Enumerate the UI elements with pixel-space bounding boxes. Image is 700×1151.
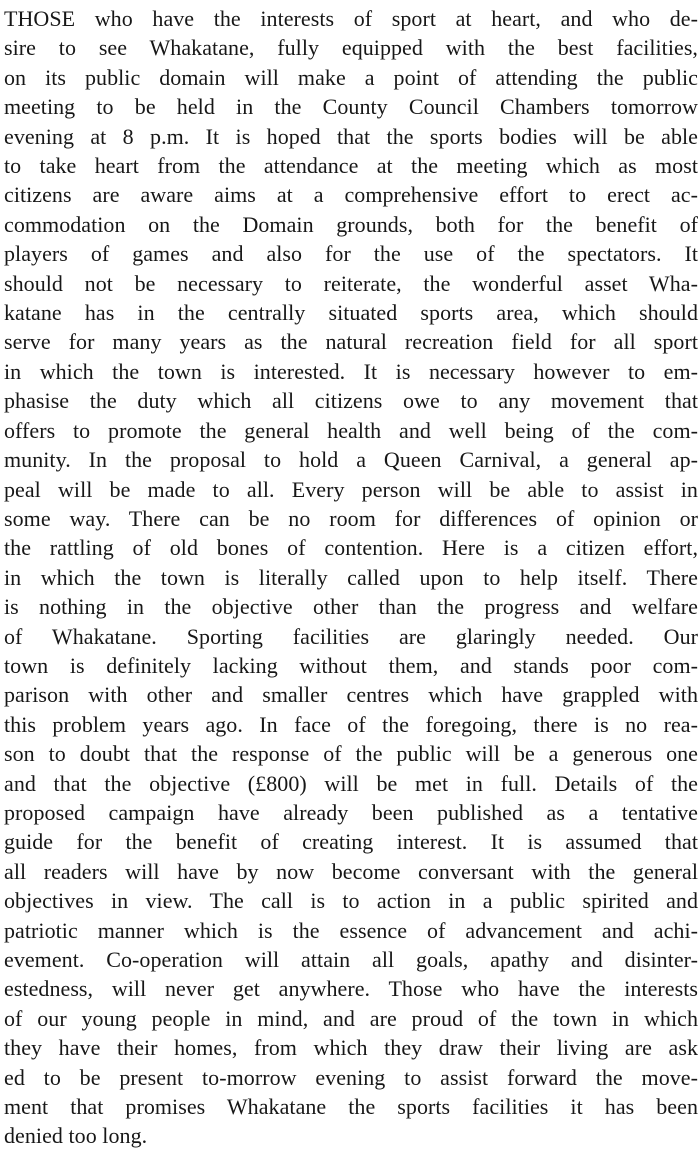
text-line: ment that promises Whakatane the sports facilities it has been xyxy=(4,1094,698,1120)
text-line: patriotic manner which is the essence of advancement and achi- xyxy=(4,917,698,943)
text-line: commodation on the Domain grounds, both for the benefit of xyxy=(4,211,698,237)
text-line: evening at 8 p.m. It is hoped that the sports bodies will be able xyxy=(4,123,698,149)
text-line: should not be necessary to reiterate, the wonderful asset Wha- xyxy=(4,270,698,296)
text-line: town is definitely lacking without them, and stands poor com- xyxy=(4,652,698,678)
text-line: evement. Co-operation will attain all goals, apathy and disinter- xyxy=(4,947,698,972)
text-line: katane has in the centrally situated sports area, which should xyxy=(4,300,698,326)
text-line: of our young people in mind, and are proud of the town in which xyxy=(4,1005,698,1031)
text-line: peal will be made to all. Every person will be able to assist in xyxy=(4,476,698,502)
text-line: in which the town is literally called upon to help itself. There xyxy=(4,564,698,590)
text-line: serve for many years as the natural recreation field for all sport xyxy=(4,329,698,355)
text-line: sire to see Whakatane, fully equipped with the best facilities, xyxy=(4,35,698,61)
text-line: objectives in view. The call is to action in a public spirited and xyxy=(4,888,698,914)
text-line: of Whakatane. Sporting facilities are glaringly needed. Our xyxy=(4,623,698,649)
text-line: is nothing in the objective other than the progress and welfare xyxy=(4,594,698,620)
text-line: meeting to be held in the County Council Chambers tomorrow xyxy=(4,94,698,120)
text-line: munity. In the proposal to hold a Queen Carnival, a general ap- xyxy=(4,447,698,473)
text-line: proposed campaign have already been published as a tentative xyxy=(4,799,698,825)
text-line: phasise the duty which all citizens owe to any movement that xyxy=(4,388,698,414)
text-line: players of games and also for the use of the spectators. It xyxy=(4,241,698,267)
text-line: parison with other and smaller centres which have grappled with xyxy=(4,682,698,708)
text-line: THOSE who have the interests of sport at heart, and who de- xyxy=(4,6,698,31)
text-line: to take heart from the attendance at the meeting which as most xyxy=(4,153,698,179)
text-line: son to doubt that the response of the public will be a generous one xyxy=(4,741,698,767)
text-line: they have their homes, from which they draw their living are ask xyxy=(4,1035,698,1061)
text-line: citizens are aware aims at a comprehensive effort to erect ac- xyxy=(4,182,698,208)
text-line: estedness, will never get anywhere. Those who have the interests xyxy=(4,976,698,1002)
text-line: offers to promote the general health and well being of the com- xyxy=(4,417,698,443)
text-line: in which the town is interested. It is necessary however to em- xyxy=(4,358,698,384)
text-line: this problem years ago. In face of the foregoing, there is no rea- xyxy=(4,711,698,737)
text-line: all readers will have by now become conversant with the general xyxy=(4,858,698,884)
text-line: on its public domain will make a point of attending the public xyxy=(4,64,698,90)
text-line: the rattling of old bones of contention. Here is a citizen effort, xyxy=(4,535,698,561)
text-line: ed to be present to-morrow evening to assist forward the move- xyxy=(4,1064,698,1090)
text-line: denied too long. xyxy=(4,1123,148,1149)
text-line: guide for the benefit of creating interest. It is assumed that xyxy=(4,829,698,855)
article-body xyxy=(4,0,698,1151)
text-line: some way. There can be no room for differences of opinion or xyxy=(4,505,698,531)
text-line: and that the objective (£800) will be met in full. Details of the xyxy=(4,770,698,796)
